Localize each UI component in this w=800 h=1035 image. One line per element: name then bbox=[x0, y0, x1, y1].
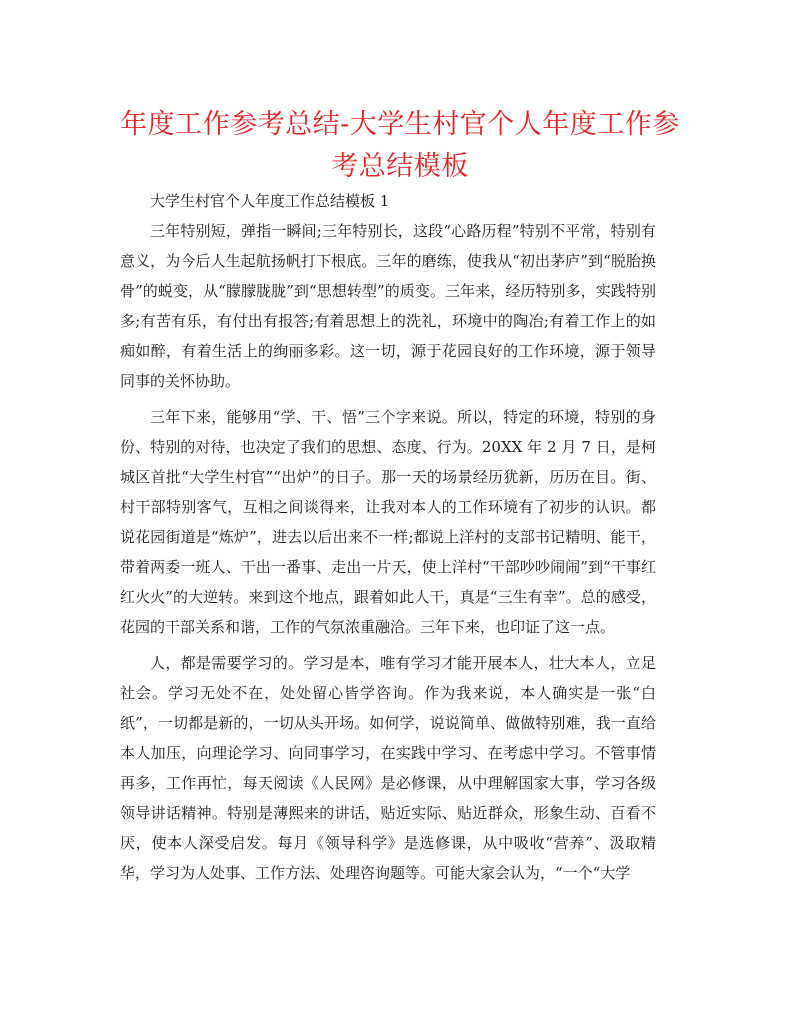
section-subtitle: 大学生村官个人年度工作总结模板 1 bbox=[150, 192, 390, 210]
document-title: 年度工作参考总结-大学生村官个人年度工作参考总结模板 bbox=[120, 109, 680, 182]
paragraph-3: 人，都是需要学习的。学习是本，唯有学习才能开展本人，壮大本人，立足社会。学习无处不在，处处留心皆学咨询。作为我来说，本人确实是一张“白纸”，一切都是新的，一切从头开场。如何学，说说简单、做做特别难，我一直给本人加压，向理论学习、向同事学习，在实践中学习、在考虑中学习。不管事情再多，工作再忙，每天阅读《人民网》是必修课，从中理解国家大事，学习各级领导讲话精神。特别是薄熙来的讲话，贴近实际、贴近群众，形象生动、百看不厌，使本人深受启发。每月《领导科学》是选修课，从中吸收“营养”、汲取精华，学习为人处事、工作方法、处理咨询题等。可能大家会认为，“一个“大学 bbox=[120, 654, 656, 882]
paragraph-1: 三年特别短，弹指一瞬间;三年特别长，这段“心路历程”特别不平常，特别有意义，为今后人生起航扬帆打下根底。三年的磨练，使我从“初出茅庐”到“脱胎换骨”的蜕变，从“朦朦胧胧”到“思想转型”的质变。三年来，经历特别多，实践特别多;有苦有乐，有付出有报答;有着思想上的洗礼，环境中的陶冶;有着工作上的如痴如醉，有着生活上的绚丽多彩。这一切，源于花园良好的工作环境，源于领导同事的关怀协助。 bbox=[120, 222, 656, 390]
document-body bbox=[120, 186, 656, 888]
paragraph-2: 三年下来，能够用“学、干、悟”三个字来说。所以，特定的环境，特别的身份、特别的对待，也决定了我们的思想、态度、行为。20XX 年 2 月 7 日，是柯城区首批“大学生村官”“出炉”的日子。那一天的场景经历犹新，历历在目。街、村干部特别客气，互相之间谈得来，让我对本人的工作环境有了初步的认识。都说花园街道是“炼炉”，进去以后出来不一样;都说上洋村的支部书记精明、能干，带着两委一班人、干出一番事、走出一片天，使上洋村“干部吵吵闹闹”到“干事红红火火”的大逆转。来到这个地点，跟着如此人干，真是“三生有幸”。总的感受，花园的干部关系和谐，工作的气氛浓重融洽。三年下来，也印证了这一点。 bbox=[120, 408, 656, 636]
